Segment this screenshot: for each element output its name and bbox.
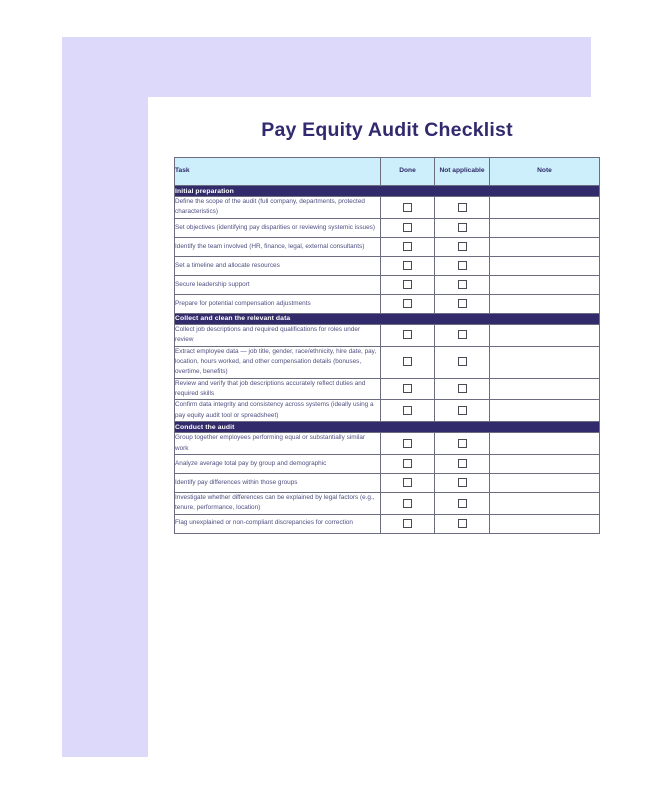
task-description-cell: Identify the team involved (HR, finance, legal, external consultants) <box>175 237 381 256</box>
checkbox-not-applicable-icon[interactable] <box>458 203 467 212</box>
done-checkbox-cell[interactable] <box>381 514 435 533</box>
note-cell[interactable] <box>490 492 600 514</box>
checkbox-done-icon[interactable] <box>403 357 412 366</box>
checkbox-done-icon[interactable] <box>403 519 412 528</box>
note-cell[interactable] <box>490 294 600 313</box>
column-header-done: Done <box>381 158 435 186</box>
note-cell[interactable] <box>490 400 600 422</box>
note-cell[interactable] <box>490 275 600 294</box>
done-checkbox-cell[interactable] <box>381 492 435 514</box>
task-description-cell: Collect job descriptions and required qualifications for roles under review <box>175 324 381 346</box>
checkbox-not-applicable-icon[interactable] <box>458 478 467 487</box>
note-cell[interactable] <box>490 473 600 492</box>
done-checkbox-cell[interactable] <box>381 275 435 294</box>
done-checkbox-cell[interactable] <box>381 346 435 378</box>
not-applicable-checkbox-cell[interactable] <box>435 197 490 219</box>
pay-equity-audit-checklist-table <box>174 157 600 534</box>
not-applicable-checkbox-cell[interactable] <box>435 400 490 422</box>
not-applicable-checkbox-cell[interactable] <box>435 324 490 346</box>
checkbox-not-applicable-icon[interactable] <box>458 357 467 366</box>
not-applicable-checkbox-cell[interactable] <box>435 454 490 473</box>
checkbox-not-applicable-icon[interactable] <box>458 242 467 251</box>
task-description-cell: Define the scope of the audit (full company, departments, protected characteristics) <box>175 197 381 219</box>
column-header-task: Task <box>175 158 381 186</box>
note-cell[interactable] <box>490 514 600 533</box>
not-applicable-checkbox-cell[interactable] <box>435 433 490 455</box>
checkbox-done-icon[interactable] <box>403 406 412 415</box>
table-header-row <box>175 158 600 186</box>
document-page <box>148 97 626 769</box>
task-description-cell: Identify pay differences within those groups <box>175 473 381 492</box>
checkbox-not-applicable-icon[interactable] <box>458 384 467 393</box>
done-checkbox-cell[interactable] <box>381 400 435 422</box>
task-description-cell: Set objectives (identifying pay disparities or reviewing systemic issues) <box>175 218 381 237</box>
section-heading-row <box>175 313 600 324</box>
checkbox-done-icon[interactable] <box>403 299 412 308</box>
checkbox-done-icon[interactable] <box>403 223 412 232</box>
note-cell[interactable] <box>490 237 600 256</box>
table-body <box>175 186 600 534</box>
section-heading-row <box>175 186 600 197</box>
not-applicable-checkbox-cell[interactable] <box>435 237 490 256</box>
note-cell[interactable] <box>490 346 600 378</box>
checkbox-done-icon[interactable] <box>403 439 412 448</box>
table-row <box>175 454 600 473</box>
table-row <box>175 324 600 346</box>
table-row <box>175 237 600 256</box>
section-heading-label: Conduct the audit <box>175 422 600 433</box>
not-applicable-checkbox-cell[interactable] <box>435 514 490 533</box>
note-cell[interactable] <box>490 433 600 455</box>
note-cell[interactable] <box>490 197 600 219</box>
checkbox-not-applicable-icon[interactable] <box>458 280 467 289</box>
table-row <box>175 473 600 492</box>
done-checkbox-cell[interactable] <box>381 294 435 313</box>
checkbox-not-applicable-icon[interactable] <box>458 459 467 468</box>
table-row <box>175 256 600 275</box>
done-checkbox-cell[interactable] <box>381 197 435 219</box>
table-row <box>175 197 600 219</box>
not-applicable-checkbox-cell[interactable] <box>435 378 490 400</box>
task-description-cell: Confirm data integrity and consistency across systems (ideally using a pay equity audit tool or spreadsheet) <box>175 400 381 422</box>
table-row <box>175 492 600 514</box>
table-row <box>175 275 600 294</box>
not-applicable-checkbox-cell[interactable] <box>435 346 490 378</box>
column-header-not-applicable: Not applicable <box>435 158 490 186</box>
checkbox-not-applicable-icon[interactable] <box>458 261 467 270</box>
table-row <box>175 218 600 237</box>
section-heading-label: Collect and clean the relevant data <box>175 313 600 324</box>
table-row <box>175 433 600 455</box>
note-cell[interactable] <box>490 218 600 237</box>
done-checkbox-cell[interactable] <box>381 433 435 455</box>
checkbox-not-applicable-icon[interactable] <box>458 519 467 528</box>
section-heading-label: Initial preparation <box>175 186 600 197</box>
done-checkbox-cell[interactable] <box>381 324 435 346</box>
checkbox-not-applicable-icon[interactable] <box>458 330 467 339</box>
note-cell[interactable] <box>490 378 600 400</box>
column-header-note: Note <box>490 158 600 186</box>
done-checkbox-cell[interactable] <box>381 218 435 237</box>
checkbox-done-icon[interactable] <box>403 280 412 289</box>
task-description-cell: Analyze average total pay by group and demographic <box>175 454 381 473</box>
checkbox-done-icon[interactable] <box>403 499 412 508</box>
task-description-cell: Group together employees performing equal or substantially similar work <box>175 433 381 455</box>
table-row <box>175 378 600 400</box>
task-description-cell: Flag unexplained or non-compliant discrepancies for correction <box>175 514 381 533</box>
table-row <box>175 514 600 533</box>
task-description-cell: Set a timeline and allocate resources <box>175 256 381 275</box>
not-applicable-checkbox-cell[interactable] <box>435 294 490 313</box>
done-checkbox-cell[interactable] <box>381 454 435 473</box>
checkbox-not-applicable-icon[interactable] <box>458 223 467 232</box>
checkbox-done-icon[interactable] <box>403 330 412 339</box>
task-description-cell: Extract employee data — job title, gender, race/ethnicity, hire date, pay, location, hours worked, and other compensation details (bonuses, overtime, benefits) <box>175 346 381 378</box>
done-checkbox-cell[interactable] <box>381 378 435 400</box>
checkbox-not-applicable-icon[interactable] <box>458 499 467 508</box>
table-header <box>175 158 600 186</box>
table-row <box>175 294 600 313</box>
checkbox-not-applicable-icon[interactable] <box>458 439 467 448</box>
page-border-frame <box>62 37 591 757</box>
task-description-cell: Investigate whether differences can be explained by legal factors (e.g., tenure, performance, location) <box>175 492 381 514</box>
task-description-cell: Secure leadership support <box>175 275 381 294</box>
not-applicable-checkbox-cell[interactable] <box>435 218 490 237</box>
not-applicable-checkbox-cell[interactable] <box>435 473 490 492</box>
task-description-cell: Prepare for potential compensation adjustments <box>175 294 381 313</box>
checkbox-done-icon[interactable] <box>403 242 412 251</box>
checkbox-done-icon[interactable] <box>403 478 412 487</box>
table-row <box>175 346 600 378</box>
note-cell[interactable] <box>490 256 600 275</box>
done-checkbox-cell[interactable] <box>381 256 435 275</box>
not-applicable-checkbox-cell[interactable] <box>435 275 490 294</box>
page-title: Pay Equity Audit Checklist <box>261 119 513 141</box>
checkbox-done-icon[interactable] <box>403 384 412 393</box>
checkbox-not-applicable-icon[interactable] <box>458 406 467 415</box>
checkbox-done-icon[interactable] <box>403 203 412 212</box>
not-applicable-checkbox-cell[interactable] <box>435 492 490 514</box>
note-cell[interactable] <box>490 324 600 346</box>
checkbox-done-icon[interactable] <box>403 459 412 468</box>
section-heading-row <box>175 422 600 433</box>
not-applicable-checkbox-cell[interactable] <box>435 256 490 275</box>
table-row <box>175 400 600 422</box>
checkbox-not-applicable-icon[interactable] <box>458 299 467 308</box>
done-checkbox-cell[interactable] <box>381 473 435 492</box>
checkbox-done-icon[interactable] <box>403 261 412 270</box>
note-cell[interactable] <box>490 454 600 473</box>
done-checkbox-cell[interactable] <box>381 237 435 256</box>
task-description-cell: Review and verify that job descriptions accurately reflect duties and required skills <box>175 378 381 400</box>
